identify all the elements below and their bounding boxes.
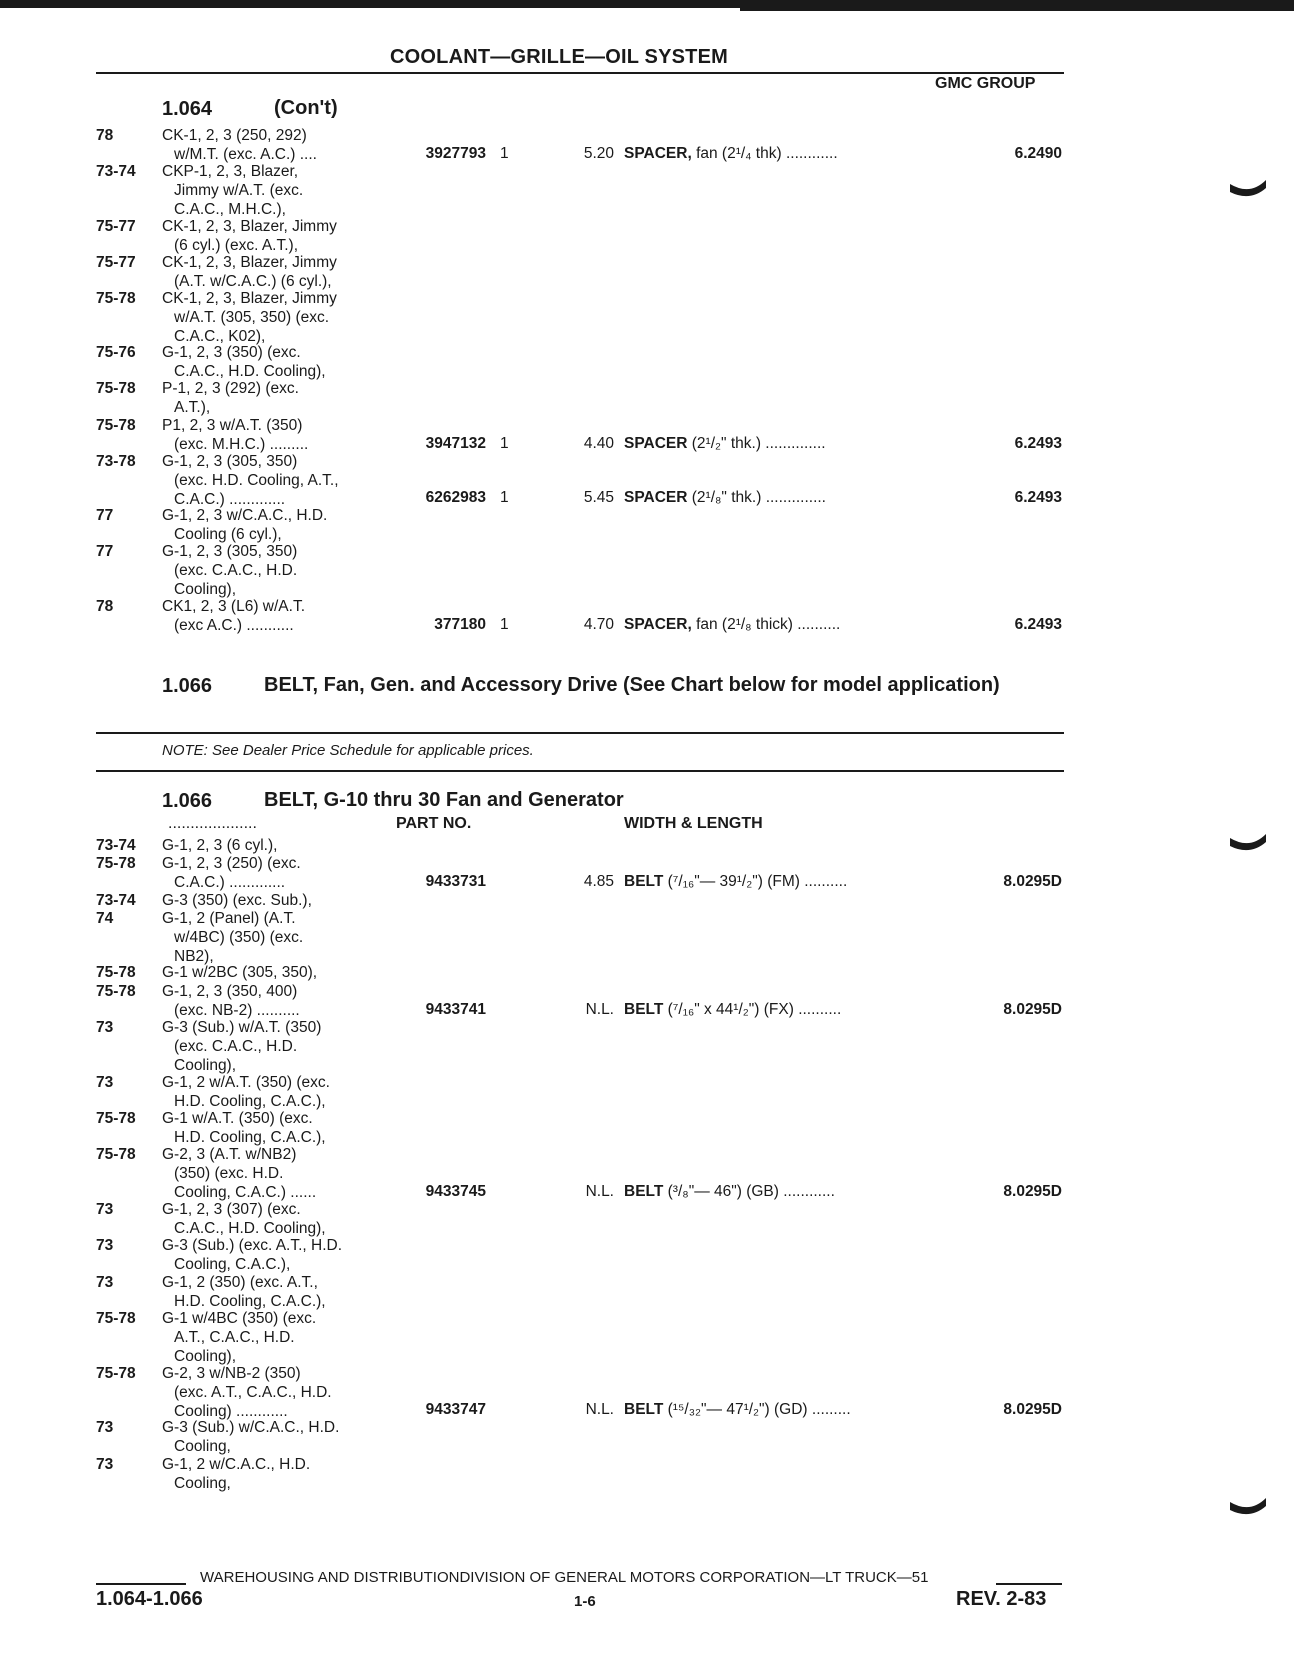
model-year: 73-74	[96, 837, 136, 854]
model-application-line: (exc. C.A.C., H.D.	[174, 1038, 298, 1055]
part-description	[624, 872, 847, 891]
model-year: 73-78	[96, 452, 136, 470]
model-application-line: G-1, 2 w/A.T. (350) (exc.	[162, 1073, 330, 1091]
part-number: 377180	[434, 615, 486, 633]
gmc-group-number: 8.0295D	[1003, 1182, 1062, 1200]
model-application-line: (A.T. w/C.A.C.) (6 cyl.),	[174, 272, 332, 290]
list-price: N.L.	[585, 1000, 614, 1018]
model-application-line: H.D. Cooling, C.A.C.),	[174, 1129, 326, 1146]
list-price: N.L.	[585, 1401, 614, 1419]
model-year: 75-78	[96, 1110, 136, 1127]
model-application-line: G-2, 3 (A.T. w/NB2)	[162, 1146, 297, 1164]
model-application-line: Cooling,	[174, 1474, 231, 1492]
model-application-line: Cooling,	[174, 1438, 231, 1456]
model-application	[162, 162, 398, 219]
model-application-line: G-3 (350) (exc. Sub.),	[162, 891, 312, 909]
model-application	[162, 1418, 398, 1456]
model-application-line: C.A.C.) .............	[174, 490, 286, 508]
quantity: 1	[500, 488, 509, 506]
column-header-part-no: PART NO.	[396, 815, 472, 832]
model-application-line: CK-1, 2, 3, Blazer, Jimmy	[162, 289, 337, 307]
gmc-group-number: 8.0295D	[1003, 1401, 1062, 1419]
part-name: BELT	[624, 873, 664, 891]
model-application	[162, 126, 398, 164]
part-spec: (2¹/₈" thk.) ..............	[687, 488, 826, 506]
model-application	[162, 542, 398, 599]
model-application	[162, 379, 398, 417]
model-application-line: G-2, 3 w/NB-2 (350)	[162, 1364, 301, 1382]
model-year: 78	[96, 597, 114, 615]
model-application-line: H.D. Cooling, C.A.C.),	[174, 1292, 326, 1310]
model-application-line: (exc. A.T., C.A.C., H.D.	[174, 1383, 332, 1401]
model-application-line: C.A.C., H.D. Cooling),	[174, 363, 326, 381]
section-title: BELT, Fan, Gen. and Accessory Drive (See Chart below for model application)	[264, 674, 1000, 696]
binder-clip-mark	[1228, 832, 1268, 856]
list-price: 5.20	[583, 145, 614, 163]
model-application-line: G-1, 2, 3 (6 cyl.),	[162, 837, 278, 854]
model-application	[162, 343, 398, 381]
model-application	[162, 597, 398, 635]
model-year: 74	[96, 909, 114, 927]
part-number: 9433731	[425, 873, 486, 891]
model-application-line: G-1, 2 (350) (exc. A.T.,	[162, 1273, 318, 1291]
model-application	[162, 217, 398, 255]
part-number: 6262983	[425, 488, 486, 506]
model-application-line: C.A.C., M.H.C.),	[174, 201, 286, 219]
model-application-line: G-1, 2, 3 (305, 350)	[162, 452, 298, 470]
model-application-line: G-1, 2, 3 (250) (exc.	[162, 855, 301, 873]
model-year: 75-78	[96, 380, 136, 398]
model-application-line: w/A.T. (305, 350) (exc.	[174, 308, 330, 326]
footer-rule-left	[96, 1583, 186, 1585]
group-column-label: GMC GROUP	[935, 75, 1036, 92]
model-application-line: CK-1, 2, 3, Blazer, Jimmy	[162, 217, 337, 235]
model-application-line: Jimmy w/A.T. (exc.	[174, 182, 304, 200]
model-application-line: NB2),	[174, 947, 214, 965]
model-application	[162, 1145, 398, 1202]
model-application	[162, 1018, 398, 1075]
part-spec: (¹⁵/₃₂"— 47¹/₂") (GD) .........	[663, 1401, 851, 1419]
model-year: 73	[96, 1237, 114, 1255]
model-year: 75-78	[96, 1146, 136, 1164]
part-spec: (⁷/₁₆" x 44¹/₂") (FX) ..........	[663, 1000, 842, 1018]
note-rule-top	[96, 732, 1064, 734]
part-description	[624, 434, 826, 453]
model-application	[162, 891, 398, 910]
part-number: 3947132	[425, 434, 486, 452]
model-application-line: G-1 w/4BC (350) (exc.	[162, 1310, 317, 1328]
gmc-group-number: 8.0295D	[1003, 873, 1062, 891]
model-application-line: G-1 w/A.T. (350) (exc.	[162, 1110, 313, 1127]
model-year: 73-74	[96, 891, 136, 909]
model-application-line: Cooling, C.A.C.) ......	[174, 1184, 317, 1202]
model-application-line: G-3 (Sub.) w/C.A.C., H.D.	[162, 1419, 340, 1437]
model-application	[162, 253, 398, 291]
model-year: 75-78	[96, 964, 136, 982]
model-application-line: (exc. C.A.C., H.D.	[174, 562, 298, 580]
quantity: 1	[500, 434, 509, 452]
model-application-line: G-1, 2 (Panel) (A.T.	[162, 909, 296, 927]
gmc-group-number: 6.2493	[1014, 615, 1062, 633]
model-application	[162, 1455, 398, 1493]
part-description	[624, 488, 826, 507]
model-year: 75-78	[96, 289, 136, 307]
model-application-line: Cooling),	[174, 1348, 237, 1366]
part-name: BELT	[624, 1182, 664, 1200]
list-price: 5.45	[583, 488, 614, 506]
model-year: 73	[96, 1019, 114, 1036]
quantity: 1	[500, 615, 509, 633]
section-title: BELT, G-10 thru 30 Fan and Generator	[264, 789, 624, 811]
model-application	[162, 416, 398, 454]
model-application	[162, 1236, 398, 1274]
model-application	[162, 1364, 398, 1421]
model-application-line: w/M.T. (exc. A.C.) ....	[174, 146, 317, 163]
model-application	[162, 506, 398, 544]
model-application	[162, 1073, 398, 1111]
model-application-line: (6 cyl.) (exc. A.T.),	[174, 236, 299, 254]
model-application-line: Cooling),	[174, 1057, 237, 1074]
model-application-line: G-1 w/2BC (305, 350),	[162, 964, 318, 982]
revision-label: REV. 2-83	[956, 1588, 1047, 1610]
quantity: 1	[500, 145, 509, 163]
part-description	[624, 1182, 835, 1201]
model-application-line: G-3 (Sub.) w/A.T. (350)	[162, 1019, 322, 1036]
model-year: 75-78	[96, 982, 136, 1000]
model-application-line: CK-1, 2, 3 (250, 292)	[162, 127, 307, 144]
model-application	[162, 452, 398, 509]
section-number: 1.064	[162, 98, 213, 120]
model-application	[162, 1273, 398, 1311]
model-year: 75-77	[96, 253, 136, 271]
model-application-line: Cooling, C.A.C.),	[174, 1256, 291, 1274]
model-application-line: C.A.C., K02),	[174, 327, 266, 345]
part-spec: (³/₈"— 46") (GB) ............	[663, 1182, 835, 1200]
model-application-line: CKP-1, 2, 3, Blazer,	[162, 163, 299, 181]
model-year: 73	[96, 1419, 114, 1437]
model-application-line: G-1, 2, 3 w/C.A.C., H.D.	[162, 507, 328, 525]
footer-publisher: WAREHOUSING AND DISTRIBUTIONDIVISION OF GENERAL MOTORS CORPORATION—LT TRUCK—51	[200, 1569, 929, 1586]
part-name: SPACER	[624, 488, 688, 506]
model-year: 75-78	[96, 1364, 136, 1382]
model-application	[162, 963, 398, 982]
gmc-group-number: 6.2493	[1014, 434, 1062, 452]
top-edge-bar-right	[740, 6, 1294, 11]
model-application	[162, 909, 398, 966]
model-year: 75-77	[96, 217, 136, 235]
model-year: 73	[96, 1073, 114, 1091]
binder-clip-mark	[1228, 178, 1268, 202]
part-name: SPACER,	[624, 615, 692, 633]
model-application	[162, 982, 398, 1020]
price-note: NOTE: See Dealer Price Schedule for applicable prices.	[162, 742, 534, 759]
model-application-line: A.T., C.A.C., H.D.	[174, 1329, 295, 1347]
part-description	[624, 615, 840, 634]
part-spec: (⁷/₁₆"— 39¹/₂") (FM) ..........	[663, 873, 848, 891]
model-year: 73	[96, 1273, 114, 1291]
page-title: COOLANT—GRILLE—OIL SYSTEM	[390, 46, 728, 68]
model-application-line: C.A.C.) .............	[174, 874, 286, 892]
part-name: BELT	[624, 1000, 664, 1018]
model-application-line: w/4BC) (350) (exc.	[174, 928, 304, 946]
page-code: 1.064-1.066	[96, 1588, 203, 1610]
model-application-line: Cooling) ............	[174, 1402, 288, 1420]
column-header-width-length: WIDTH & LENGTH	[624, 815, 763, 832]
model-application-line: Cooling (6 cyl.),	[174, 526, 282, 544]
binder-clip-mark	[1228, 1496, 1268, 1520]
model-year: 75-78	[96, 416, 136, 434]
model-application	[162, 1309, 398, 1366]
model-application	[162, 289, 398, 346]
model-application-line: G-3 (Sub.) (exc. A.T., H.D.	[162, 1237, 343, 1255]
list-price: N.L.	[585, 1182, 614, 1200]
model-application-line: (exc. M.H.C.) .........	[174, 435, 309, 453]
title-rule	[96, 72, 1064, 74]
part-number: 9433747	[425, 1401, 486, 1419]
model-year: 73	[96, 1455, 114, 1473]
model-application-line: A.T.),	[174, 399, 211, 417]
model-year: 77	[96, 507, 114, 525]
model-application-line: G-1, 2, 3 (305, 350)	[162, 543, 298, 561]
list-price: 4.70	[583, 615, 614, 633]
part-description	[624, 1400, 851, 1419]
model-application-line: P-1, 2, 3 (292) (exc.	[162, 380, 299, 398]
model-application-line: G-1, 2, 3 (350) (exc.	[162, 344, 301, 362]
page-number: 1-6	[574, 1593, 596, 1610]
model-application	[162, 854, 398, 892]
part-spec: (2¹/₂" thk.) ..............	[687, 434, 826, 452]
model-application	[162, 836, 398, 855]
list-price: 4.40	[583, 434, 614, 452]
footer-rule-right	[996, 1583, 1062, 1585]
model-year: 73	[96, 1201, 114, 1218]
model-application	[162, 1109, 398, 1147]
part-number: 9433741	[425, 1000, 486, 1018]
model-application-line: P1, 2, 3 w/A.T. (350)	[162, 416, 303, 434]
model-application-line: C.A.C., H.D. Cooling),	[174, 1220, 326, 1237]
note-rule-bottom	[96, 770, 1064, 772]
model-application-line: G-1, 2, 3 (307) (exc.	[162, 1201, 301, 1218]
gmc-group-number: 6.2490	[1014, 145, 1062, 163]
part-number: 9433745	[425, 1182, 486, 1200]
part-name: SPACER	[624, 434, 688, 452]
model-year: 75-78	[96, 855, 136, 873]
gmc-group-number: 6.2493	[1014, 488, 1062, 506]
model-application-line: (exc A.C.) ...........	[174, 616, 294, 634]
model-application-line: G-1, 2 w/C.A.C., H.D.	[162, 1455, 311, 1473]
model-year: 77	[96, 543, 114, 561]
model-application-line: CK1, 2, 3 (L6) w/A.T.	[162, 597, 305, 615]
part-name: BELT	[624, 1401, 664, 1419]
part-spec: fan (2¹/₈ thick) ..........	[691, 615, 841, 633]
model-application	[162, 1200, 398, 1238]
model-year: 75-78	[96, 1310, 136, 1328]
model-year: 75-76	[96, 344, 136, 362]
model-application-line: G-1, 2, 3 (350, 400)	[162, 982, 298, 1000]
part-spec: fan (2¹/₄ thk) ............	[691, 145, 838, 163]
section-title: (Con't)	[274, 97, 338, 119]
model-application-line: (exc. NB-2) ..........	[174, 1001, 300, 1019]
part-description	[624, 1000, 841, 1019]
model-application-line: H.D. Cooling, C.A.C.),	[174, 1092, 326, 1110]
model-application-line: CK-1, 2, 3, Blazer, Jimmy	[162, 253, 337, 271]
gmc-group-number: 8.0295D	[1003, 1000, 1062, 1018]
model-application-line: Cooling),	[174, 581, 237, 599]
model-year: 73-74	[96, 163, 136, 181]
model-application-line: (exc. H.D. Cooling, A.T.,	[174, 471, 339, 489]
section-number: 1.066	[162, 675, 213, 697]
section-number: 1.066	[162, 790, 213, 812]
part-number: 3927793	[425, 145, 486, 163]
model-application-line: (350) (exc. H.D.	[174, 1165, 284, 1183]
list-price: 4.85	[583, 873, 614, 891]
model-year: 78	[96, 127, 114, 144]
part-description	[624, 144, 838, 163]
column-leader-dots: ....................	[168, 815, 257, 832]
part-name: SPACER,	[624, 145, 692, 163]
